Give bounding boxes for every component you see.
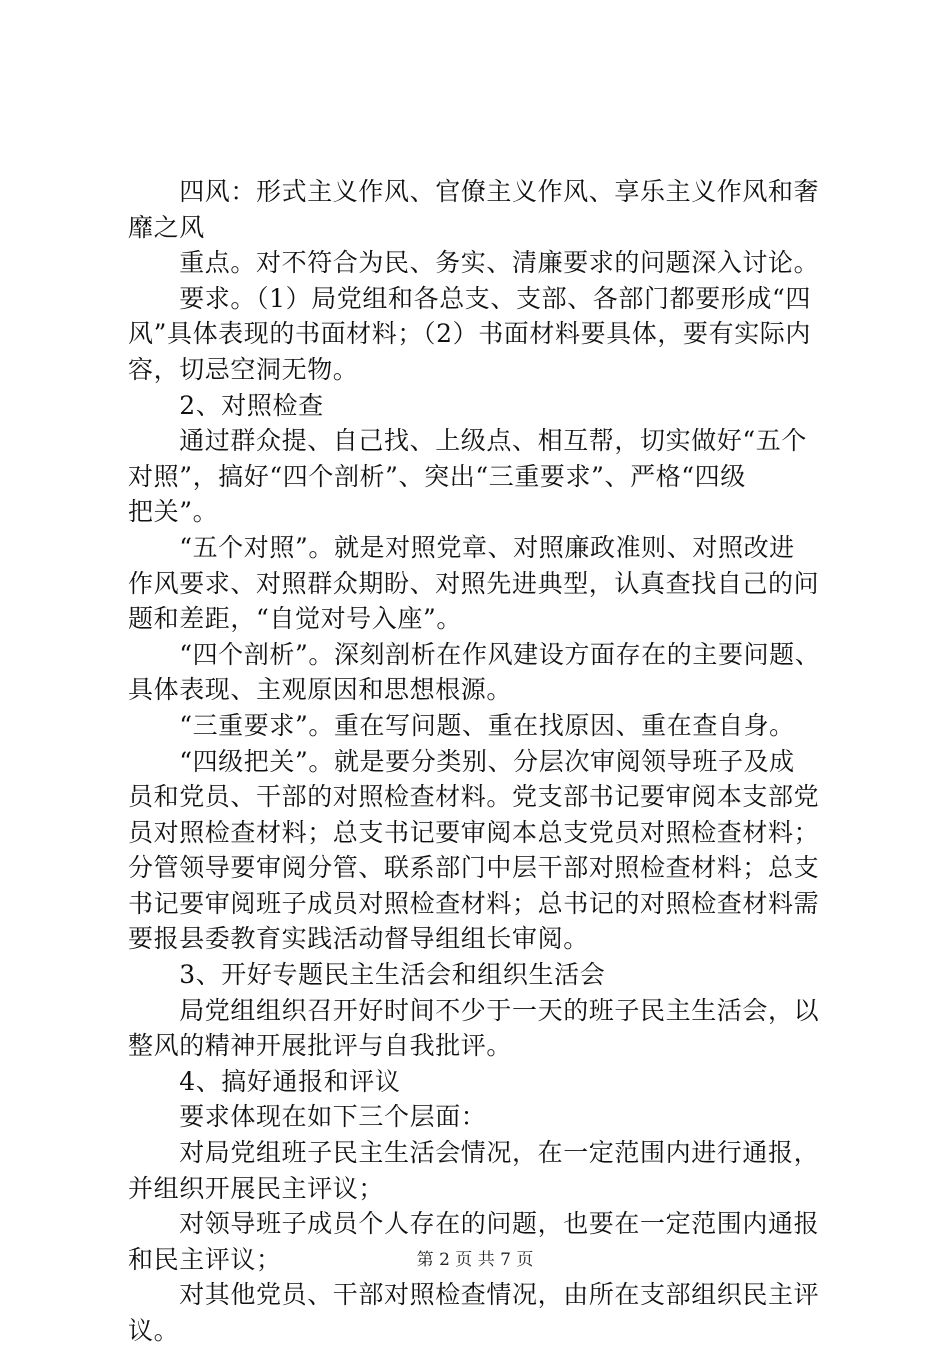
text-line: 要求体现在如下三个层面： — [128, 1102, 487, 1132]
text-line: 作风要求、对照群众期盼、对照先进典型，认真查找自己的问 — [128, 568, 820, 598]
text-line: 员和党员、干部的对照检查材料。党支部书记要审阅本支部党 — [128, 782, 820, 812]
section-heading: 4、搞好通报和评议 — [128, 1066, 401, 1096]
text-line: 并组织开展民主评议； — [128, 1173, 385, 1203]
text-line: 对其他党员、干部对照检查情况，由所在支部组织民主评 — [128, 1280, 820, 1310]
text-line: 靡之风 — [128, 212, 205, 242]
text-line: 题和差距，“自觉对号入座”。 — [128, 604, 462, 634]
text-line: 员对照检查材料；总支书记要审阅本总支党员对照检查材料； — [128, 817, 820, 847]
text-line: 具体表现、主观原因和思想根源。 — [128, 675, 513, 705]
text-line: “五个对照”。就是对照党章、对照廉政准则、对照改进 — [128, 532, 795, 562]
text-line: 对领导班子成员个人存在的问题，也要在一定范围内通报 — [128, 1209, 820, 1239]
page-number-footer: 第 2 页 共 7 页 — [416, 1250, 534, 1270]
text-line: 通过群众提、自己找、上级点、相互帮，切实做好“五个 — [128, 426, 807, 456]
text-line: 整风的精神开展批评与自我批评。 — [128, 1031, 513, 1061]
section-heading: 2、对照检查 — [128, 390, 324, 420]
text-line: 和民主评议； — [128, 1244, 282, 1274]
text-line: 容，切忌空洞无物。 — [128, 354, 359, 384]
text-line: 分管领导要审阅分管、联系部门中层干部对照检查材料；总支 — [128, 853, 820, 883]
text-line: “四个剖析”。深刻剖析在作风建设方面存在的主要问题、 — [128, 639, 821, 669]
text-line: 四风：形式主义作风、官僚主义作风、享乐主义作风和奢 — [128, 177, 820, 206]
section-heading: 3、开好专题民主生活会和组织生活会 — [128, 960, 606, 990]
text-line: “四级把关”。就是要分类别、分层次审阅领导班子及成 — [128, 746, 795, 776]
text-line: 重点。对不符合为民、务实、清廉要求的问题深入讨论。 — [128, 248, 820, 278]
text-line: “三重要求”。重在写问题、重在找原因、重在查自身。 — [128, 710, 795, 740]
text-line: 要求。（1）局党组和各总支、支部、各部门都要形成“四 — [128, 283, 811, 313]
text-line: 把关”。 — [128, 497, 219, 527]
document-body — [128, 174, 840, 1349]
text-line: 议。 — [128, 1316, 180, 1345]
text-line: 书记要审阅班子成员对照检查材料；总书记的对照检查材料需 — [128, 888, 820, 918]
text-line: 风”具体表现的书面材料；（2）书面材料要具体，要有实际内 — [128, 319, 811, 349]
text-line: 对局党组班子民主生活会情况，在一定范围内进行通报， — [128, 1138, 820, 1168]
text-line: 要报县委教育实践活动督导组组长审阅。 — [128, 924, 589, 954]
text-line: 局党组组织召开好时间不少于一天的班子民主生活会，以 — [128, 995, 820, 1025]
text-line: 对照”，搞好“四个剖析”、突出“三重要求”、严格“四级 — [128, 461, 746, 491]
